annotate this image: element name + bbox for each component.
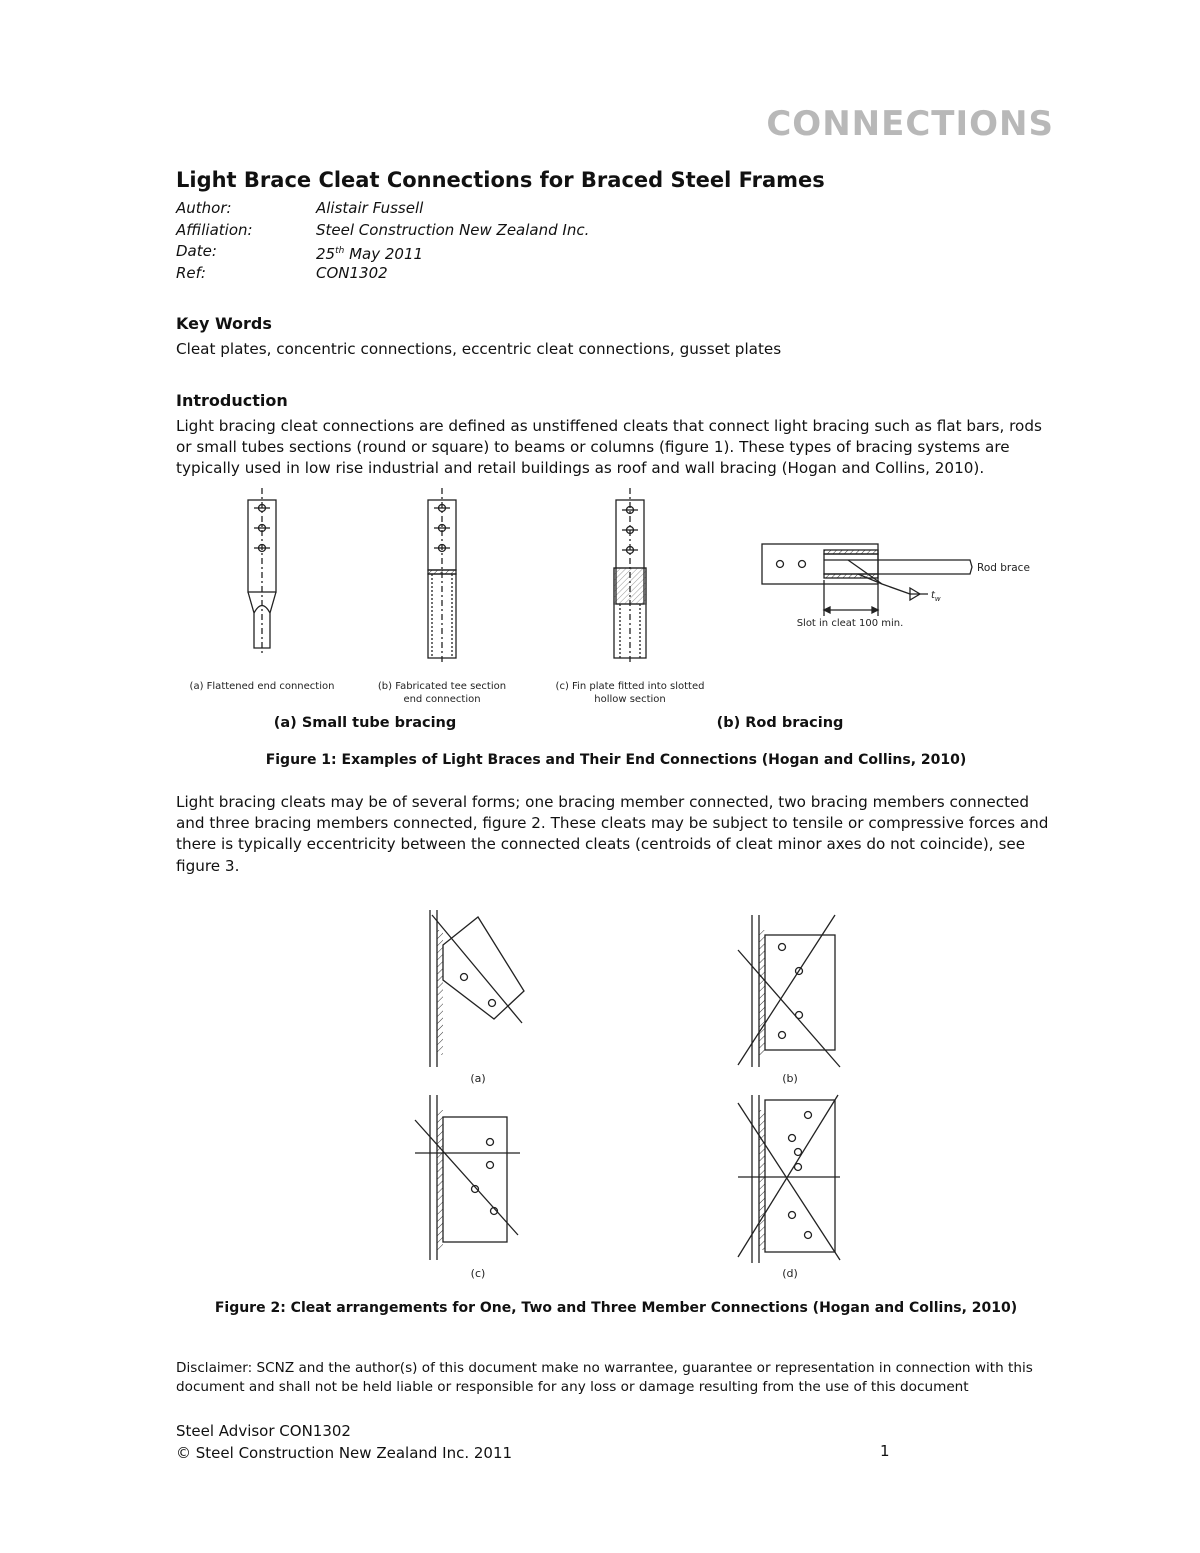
section-header: CONNECTIONS [766, 104, 1054, 144]
meta-value: CON1302 [316, 263, 388, 282]
meta-value: Steel Construction New Zealand Inc. [316, 220, 590, 239]
keywords-heading: Key Words [176, 314, 272, 333]
figure1-drawing [180, 488, 1040, 710]
meta-value: Alistair Fussell [316, 199, 424, 217]
meta-date [176, 241, 589, 263]
footer-copyright: © Steel Construction New Zealand Inc. 2011 [176, 1444, 513, 1462]
date-rest: May 2011 [344, 245, 424, 263]
fabricated-tee-connection [428, 488, 456, 663]
page-number: 1 [880, 1442, 890, 1460]
cleat-arrangement-b [738, 915, 840, 1067]
meta-affiliation [176, 220, 589, 242]
figure2-caption: Figure 2: Cleat arrangements for One, Two and Three Member Connections (Hogan and Collins, 2010) [214, 1300, 1018, 1316]
figure2-label-a: (a) [470, 1072, 486, 1085]
figure2-label-c: (c) [470, 1267, 486, 1280]
meta-ref [176, 263, 589, 285]
footer [176, 1420, 512, 1464]
disclaimer-label: Disclaimer: [176, 1360, 257, 1376]
tw-label [931, 590, 941, 603]
tw-label-main: t [931, 590, 935, 601]
figure1-subcaption-a: (a) Flattened end connection [189, 681, 335, 692]
slot-label: Slot in cleat 100 min. [796, 618, 904, 629]
figure1-subcaption-b-line1: (b) Fabricated tee section [377, 681, 507, 692]
date-suffix: th [335, 246, 345, 256]
cleat-arrangement-c [415, 1095, 520, 1260]
body-paragraph: Light bracing cleats may be of several forms; one bracing member connected, two bracing members connected and three bracing members connected, figure 2. These cleats may be subject to tensile or compressive forces and there is typically eccentricity between the connected cleats (centroids of cleat minor axes do not coincide), see figure 3. [176, 793, 1049, 875]
cleat-arrangement-a [430, 910, 524, 1067]
rod-bracing-connection [762, 544, 972, 616]
figure1-subcaption-b-line2: end connection [403, 694, 481, 705]
meta-value [316, 241, 423, 263]
figure1-subcaption-c-line1: (c) Fin plate fitted into slotted [555, 681, 705, 692]
figure1-caption: Figure 1: Examples of Light Braces and Their End Connections (Hogan and Collins, 2010) [265, 752, 967, 768]
figure2-label-d: (d) [782, 1267, 798, 1280]
document-meta [176, 198, 589, 284]
meta-author [176, 198, 589, 220]
meta-key: Author: [176, 199, 232, 217]
keywords-text: Cleat plates, concentric connections, eccentric cleat connections, gusset plates [176, 340, 782, 358]
fin-plate-connection [614, 488, 646, 663]
meta-key: Date: [176, 242, 217, 260]
meta-key: Affiliation: [176, 220, 253, 239]
flattened-end-connection [248, 488, 276, 653]
document-title: Light Brace Cleat Connections for Braced Steel Frames [176, 168, 825, 192]
introduction-text: Light bracing cleat connections are defined as unstiffened cleats that connect light bracing such as flat bars, rods or small tubes sections (round or square) to beams or columns (figure 1). These types of bracing systems are typically used in low rise industrial and retail buildings as roof and wall bracing (Hogan and Collins, 2010). [176, 417, 1042, 478]
cleat-arrangement-d [738, 1095, 840, 1263]
rod-brace-label: Rod brace [977, 562, 1030, 574]
disclaimer [176, 1359, 1076, 1397]
figure2-drawing [400, 905, 860, 1287]
disclaimer-text: SCNZ and the author(s) of this document make no warrantee, guarantee or representation in connection with this document and shall not be held liable or responsible for any loss or damage resulting from the use of this document [176, 1360, 1033, 1395]
introduction-heading: Introduction [176, 391, 288, 410]
figure1-subcaption-c-line2: hollow section [594, 694, 666, 705]
meta-key: Ref: [176, 263, 206, 282]
footer-ref: Steel Advisor CON1302 [176, 1422, 351, 1440]
figure1-group-b-label: (b) Rod bracing [716, 715, 844, 731]
tw-label-sub: w [934, 595, 941, 603]
date-day: 25 [316, 245, 336, 263]
figure1-group-a-label: (a) Small tube bracing [273, 715, 457, 731]
figure2-label-b: (b) [782, 1072, 798, 1085]
